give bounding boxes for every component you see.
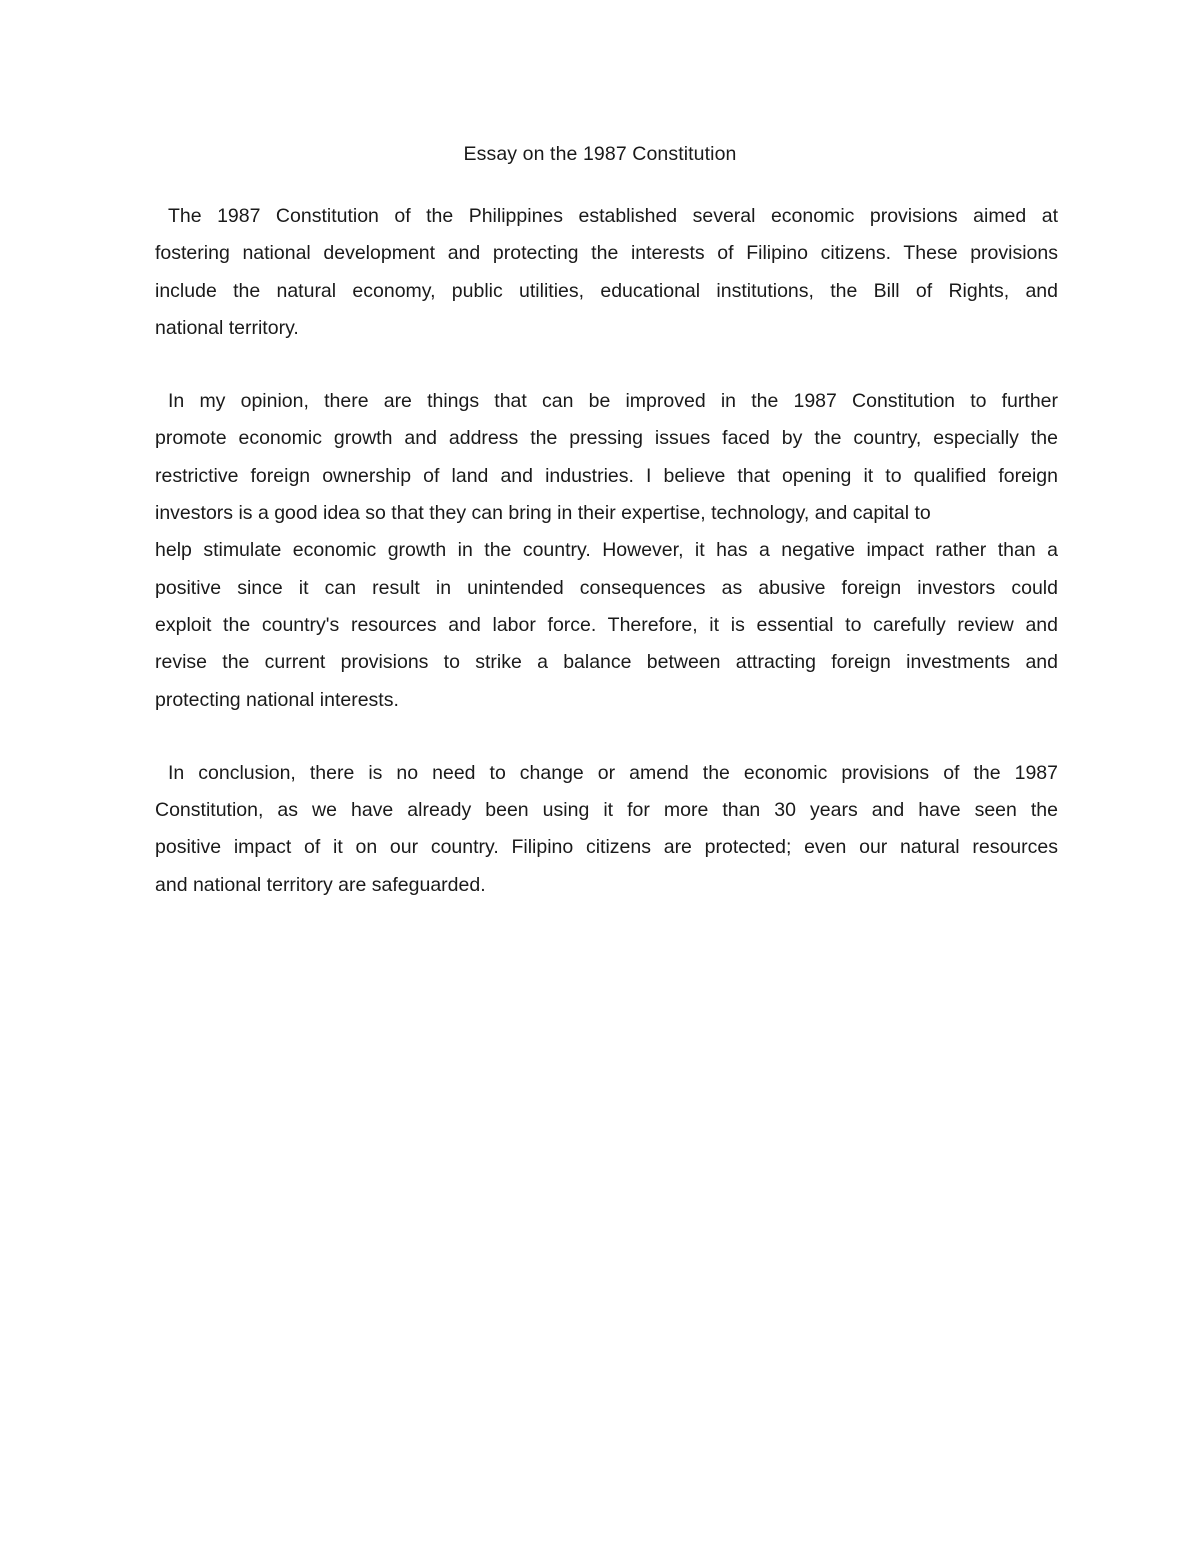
paragraph-line: and national territory are safeguarded. [155,873,486,896]
paragraph-line: revise the current provisions to strike a balance between attracting foreign investments and [155,651,1058,674]
paragraph-line: restrictive foreign ownership of land and industries. I believe that opening it to qualified foreign [155,464,1058,487]
paragraph-line: protecting national interests. [155,688,399,711]
paragraph-opinion [142,383,1058,719]
paragraph-introduction [142,198,1058,347]
paragraph-conclusion [142,755,1058,904]
paragraph-line: exploit the country's resources and labor force. Therefore, it is essential to carefully review and [155,613,1058,636]
paragraph-line: include the natural economy, public utilities, educational institutions, the Bill of Rights, and [155,279,1058,302]
paragraph-line: help stimulate economic growth in the country. However, it has a negative impact rather than a [155,539,1058,562]
paragraph-line: fostering national development and protecting the interests of Filipino citizens. These provisions [155,242,1058,265]
essay-title: Essay on the 1987 Constitution [463,143,737,165]
paragraph-line: positive impact of it on our country. Filipino citizens are protected; even our natural resources [155,836,1058,859]
paragraph-line: The 1987 Constitution of the Philippines established several economic provisions aimed at [168,205,1058,227]
paragraph-line: positive since it can result in unintended consequences as abusive foreign investors could [155,576,1058,599]
essay-body [142,198,1058,904]
paragraph-line: promote economic growth and address the pressing issues faced by the country, especially the [155,427,1058,450]
paragraph-line: investors is a good idea so that they can bring in their expertise, technology, and capital to [155,502,931,525]
paragraph-line: Constitution, as we have already been using it for more than 30 years and have seen the [155,799,1058,822]
paragraph-line: In conclusion, there is no need to change or amend the economic provisions of the 1987 [168,761,1058,784]
paragraph-line: In my opinion, there are things that can be improved in the 1987 Constitution to further [168,390,1058,413]
paragraph-line: national territory. [155,316,299,339]
